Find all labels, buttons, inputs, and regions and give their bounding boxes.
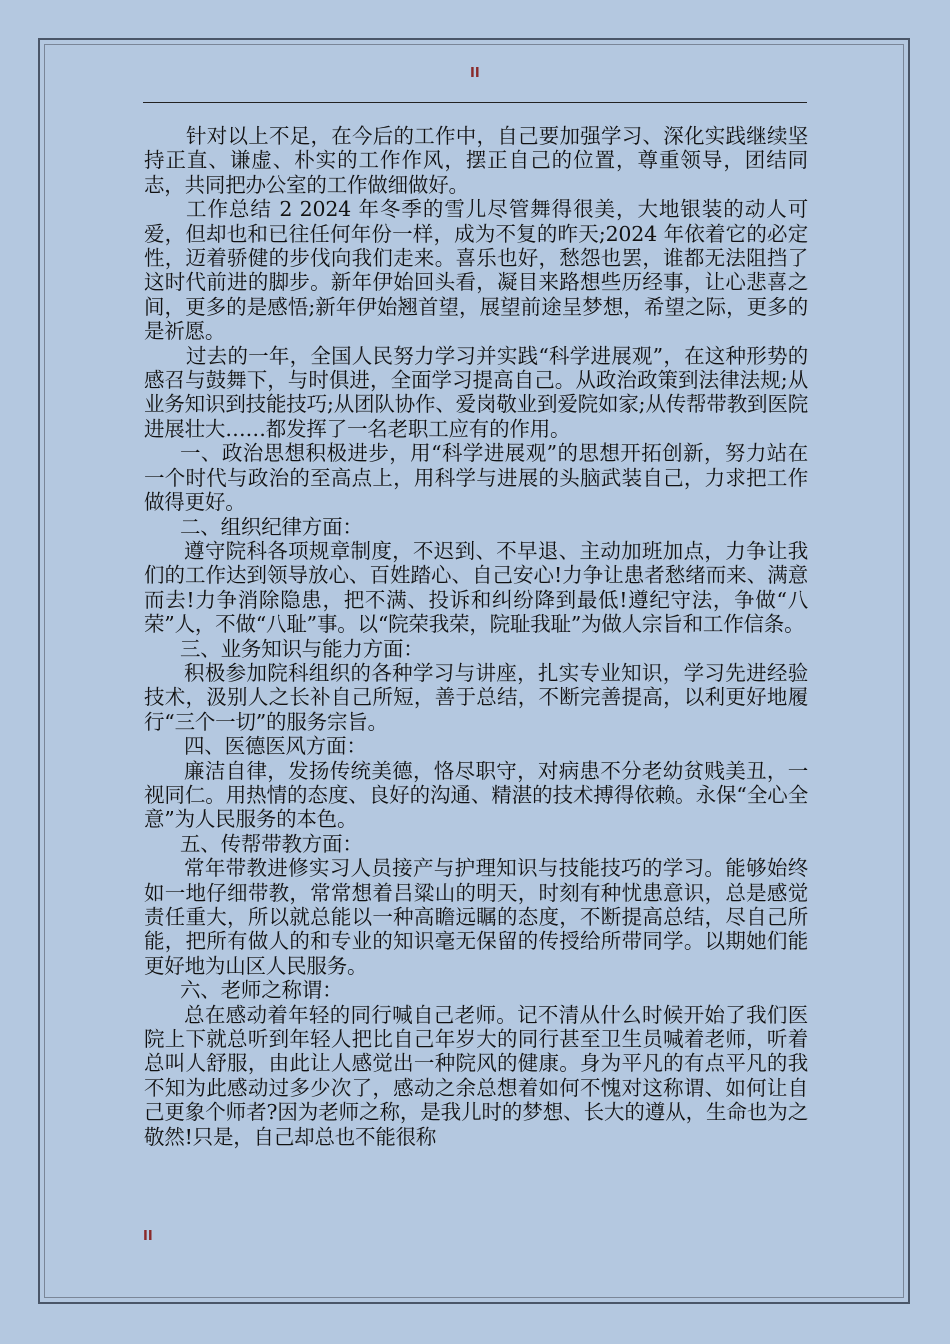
paragraph-knowledge: 积极参加院科组织的各种学习与讲座，扎实专业知识，学习先进经验技术，汲别人之长补自己所短，善于总结，不断完善提高，以利更好地履行“三个一切”的服务宗旨。 <box>144 660 808 734</box>
paragraph-politics: 一、政治思想积极进步，用“科学进展观”的思想开拓创新，努力站在一个时代与政治的至高点上，用科学与进展的头脑武装自己，力求把工作做得更好。 <box>144 441 808 515</box>
document-body <box>144 124 808 1149</box>
heading-teacher-title: 六、老师之称谓： <box>180 978 343 1003</box>
paragraph-intro: 针对以上不足，在今后的工作中，自己要加强学习、深化实践继续坚持正直、谦虚、朴实的工作作风，摆正自己的位置，尊重领导，团结同志，共同把办公室的工作做细做好。 <box>144 124 808 197</box>
footer-mark: II <box>143 1229 153 1244</box>
paragraph-discipline: 遵守院科各项规章制度，不迟到、不早退、主动加班加点，力争让我们的工作达到领导放心、百姓踏心、自己安心!力争让患者愁绪而来、满意而去!力争消除隐患，把不满、投诉和纠纷降到最低!遵纪守法，争做“八荣”人，不做“八耻”事。以“院荣我荣，院耻我耻”为做人宗旨和工作信条。 <box>144 538 808 637</box>
header-rule <box>143 102 807 103</box>
heading-discipline: 二、组织纪律方面： <box>180 514 363 539</box>
paragraph-past-year: 过去的一年，全国人民努力学习并实践“科学进展观”，在这种形势的感召与鼓舞下，与时俱进，全面学习提高自己。从政治政策到法律法规;从业务知识到技能技巧;从团队协作、爱岗敬业到爱院如家;从传帮带教到医院进展壮大……都发挥了一名老职工应有的作用。 <box>144 343 808 441</box>
paragraph-teacher-title: 总在感动着年轻的同行喊自己老师。记不清从什么时候开始了我们医院上下就总听到年轻人把比自己年岁大的同行甚至卫生员喊着老师，听着总叫人舒服，由此让人感觉出一种院风的健康。身为平凡的有点平凡的我不知为此感动过多少次了，感动之余总想着如何不愧对这称谓、如何让自己更象个师者?因为老师之称，是我儿时的梦想、长大的遵从，生命也为之敬然!只是，自己却总也不能很称 <box>144 1002 808 1149</box>
heading-mentoring: 五、传帮带教方面： <box>180 831 363 856</box>
paragraph-mentoring: 常年带教进修实习人员接产与护理知识与技能技巧的学习。能够始终如一地仔细带教，常常想着吕粱山的明天，时刻有种忧患意识，总是感觉责任重大，所以就总能以一种高瞻远瞩的态度，不断提高总结，尽自己所能，把所有做人的和专业的知识毫无保留的传授给所带同学。以期她们能更好地为山区人民服务。 <box>144 856 808 978</box>
heading-knowledge: 三、业务知识与能力方面： <box>180 636 424 661</box>
paragraph-summary-2: 工作总结 2 2024 年冬季的雪儿尽管舞得很美，大地银装的动人可爱，但却也和已往任何年份一样，成为不复的昨天;2024 年依着它的必定性，迈着骄健的步伐向我们走来。喜乐也好，愁怨也罢，谁都无法阻挡了这时代前进的脚步。新年伊始回头看，凝目来路想些历经事，让心悲喜之间，更多的是感悟;新年伊始翘首望，展望前途呈梦想，希望之际，更多的是祈愿。 <box>144 197 808 344</box>
paragraph-ethics: 廉洁自律，发扬传统美德，恪尽职守，对病患不分老幼贫贱美丑，一视同仁。用热情的态度、良好的沟通、精湛的技术搏得依赖。永保“全心全意”为人民服务的本色。 <box>144 758 808 832</box>
heading-ethics: 四、医德医风方面： <box>184 734 367 759</box>
header-mark: II <box>470 66 480 81</box>
